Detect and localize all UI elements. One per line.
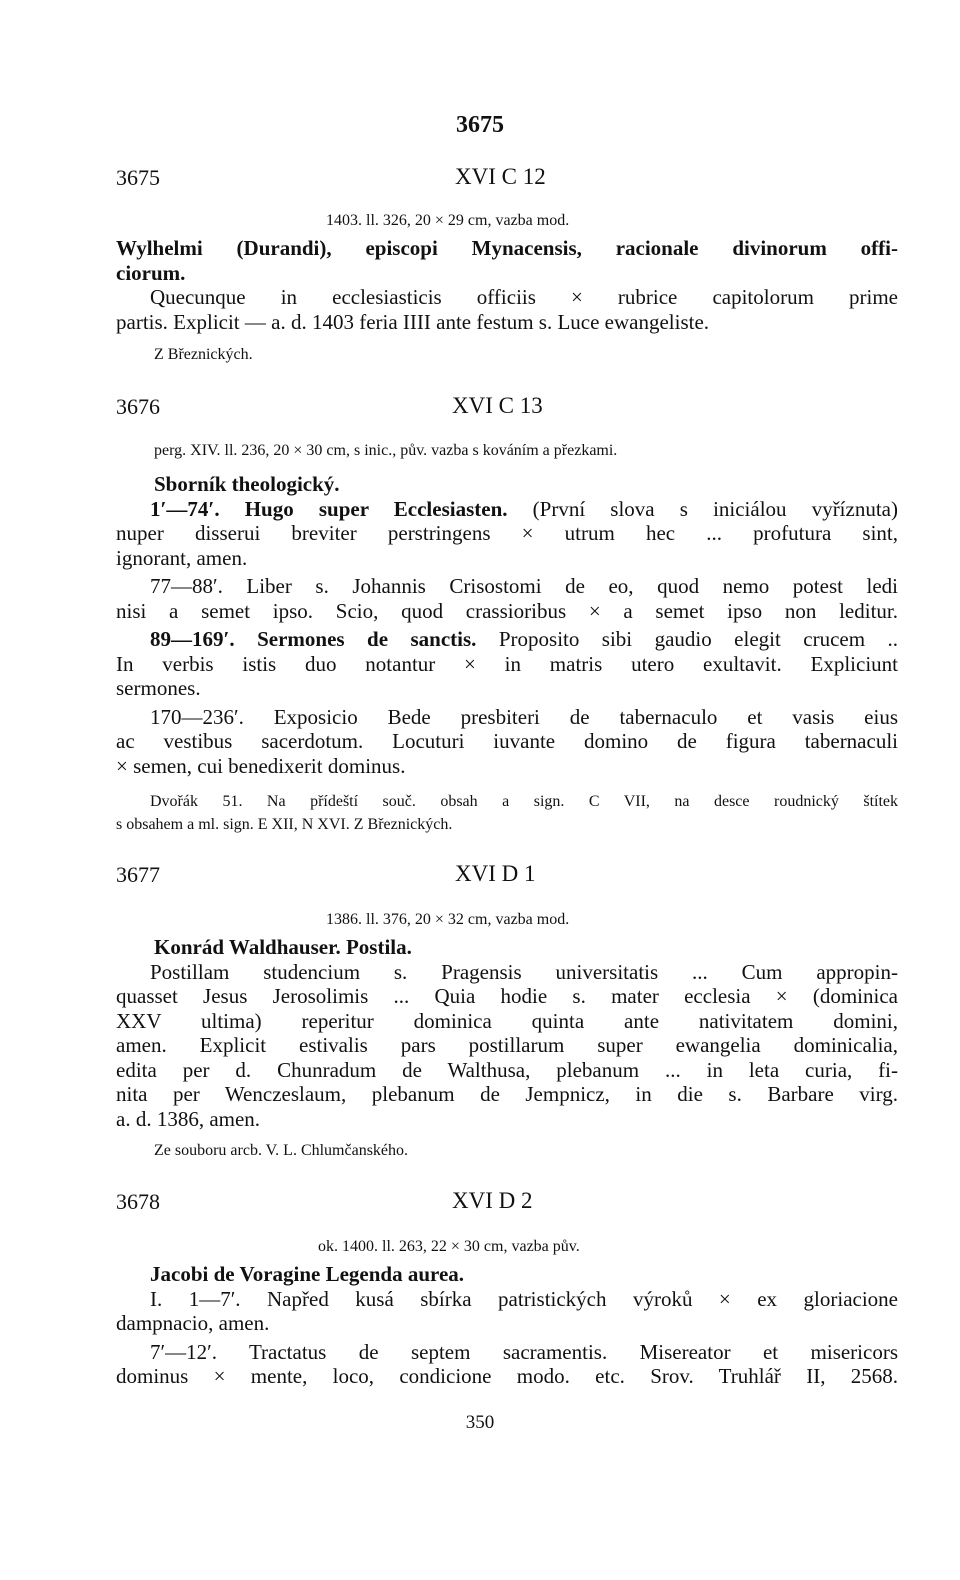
note-line: s obsahem a ml. sign. E XII, N XVI. Z Březnických.: [116, 816, 453, 833]
shelf-signature: XVI C 13: [452, 393, 543, 418]
section-note: (První slova s iniciálou vyříznuta): [532, 496, 898, 521]
page-number: 350: [465, 1412, 495, 1433]
provenance-note: Z Březnických.: [154, 346, 253, 363]
section-text: × semen, cui benedixerit dominus.: [116, 753, 406, 778]
section-text: Proposito sibi gaudio elegit crucem ..: [498, 627, 898, 651]
explicit-line: partis. Explicit — a. d. 1403 feria IIII ante festum s. Luce ewangeliste.: [116, 309, 710, 334]
work-title-continued: ciorum.: [116, 260, 186, 285]
section-text: sermones.: [116, 676, 201, 700]
shelf-signature: XVI C 12: [455, 164, 546, 189]
section-text: ac vestibus sacerdotum. Locuturi iuvante domino de figura tabernaculi: [116, 729, 898, 753]
bibliographic-note: [116, 790, 898, 836]
section-text: 170—236′. Exposicio Bede presbiteri de tabernaculo et vasis eius: [150, 704, 898, 729]
text-line: quasset Jesus Jerosolimis ... Quia hodie s. mater ecclesia × (dominica: [116, 984, 898, 1008]
entry-number: 3678: [116, 1189, 160, 1214]
physical-description: ok. 1400. ll. 263, 22 × 30 cm, vazba pův.: [318, 1238, 580, 1255]
work-title: Jacobi de Voragine Legenda aurea.: [150, 1262, 465, 1286]
text-line: XXV ultima) reperitur dominica quinta ante nativitatem domini,: [116, 1008, 898, 1033]
text-line: Postillam studencium s. Pragensis universitatis ... Cum appropin-: [150, 959, 898, 984]
running-head: 3675: [456, 112, 504, 138]
text-line: edita per d. Chunradum de Walthusa, plebanum ... in leta curia, fi-: [116, 1057, 898, 1082]
shelf-signature: XVI D 1: [455, 861, 536, 886]
section-text: dominus × mente, loco, condicione modo. etc. Srov. Truhlář II, 2568.: [116, 1364, 898, 1388]
entry-body: [116, 1262, 898, 1389]
entry-body: [116, 236, 898, 334]
section-text: 7′—12′. Tractatus de septem sacramentis. Misereator et misericors: [150, 1339, 898, 1364]
physical-description: 1403. ll. 326, 20 × 29 cm, vazba mod.: [326, 212, 570, 229]
shelf-signature: XVI D 2: [452, 1188, 533, 1213]
section-text: dampnacio, amen.: [116, 1311, 270, 1335]
text-line: amen. Explicit estivalis pars postillarum super ewangelia dominicalia,: [116, 1033, 898, 1057]
work-title: Konrád Waldhauser. Postila.: [154, 935, 412, 959]
section-text: nuper disserui breviter perstringens × utrum hec ... profutura sint,: [116, 521, 898, 545]
text-line: nita per Wenczeslaum, plebanum de Jempnicz, in die s. Barbare virg.: [116, 1082, 898, 1106]
section-text: 77—88′. Liber s. Johannis Crisostomi de eo, quod nemo potest ledi: [150, 574, 898, 598]
work-title: Sborník theologický.: [154, 472, 340, 496]
entry-body: [116, 935, 898, 1131]
section-text: In verbis istis duo notantur × in matris utero exultavit. Expliciunt: [116, 651, 898, 676]
entry-number: 3677: [116, 862, 160, 887]
section-text: I. 1—7′. Napřed kusá sbírka patristických výroků × ex gloriacione: [150, 1286, 898, 1311]
section-reference: 89—169′. Sermones de sanctis.: [150, 627, 477, 651]
incipit-line: Quecunque in ecclesiasticis officiis × rubrice capitolorum prime: [150, 285, 898, 309]
section-reference: 1′—74′. Hugo super Ecclesiasten.: [150, 496, 508, 521]
work-title: Wylhelmi (Durandi), episcopi Mynacensis, racionale divinorum offi-: [116, 236, 898, 260]
text-line: a. d. 1386, amen.: [116, 1106, 261, 1131]
entry-number: 3676: [116, 394, 160, 419]
entry-body: [116, 472, 898, 778]
note-line: Dvořák 51. Na přídeští souč. obsah a sign. C VII, na desce roudnický štítek: [150, 793, 898, 810]
physical-description: perg. XIV. ll. 236, 20 × 30 cm, s inic., pův. vazba s kováním a přezkami.: [154, 442, 618, 459]
entry-number: 3675: [116, 165, 160, 190]
section-text: nisi a semet ipso. Scio, quod crassioribus × a semet ipso non leditur.: [116, 598, 898, 623]
section-text: ignorant, amen.: [116, 545, 248, 570]
provenance-note: Ze souboru arcb. V. L. Chlumčanského.: [154, 1142, 409, 1159]
physical-description: 1386. ll. 376, 20 × 32 cm, vazba mod.: [326, 911, 570, 928]
